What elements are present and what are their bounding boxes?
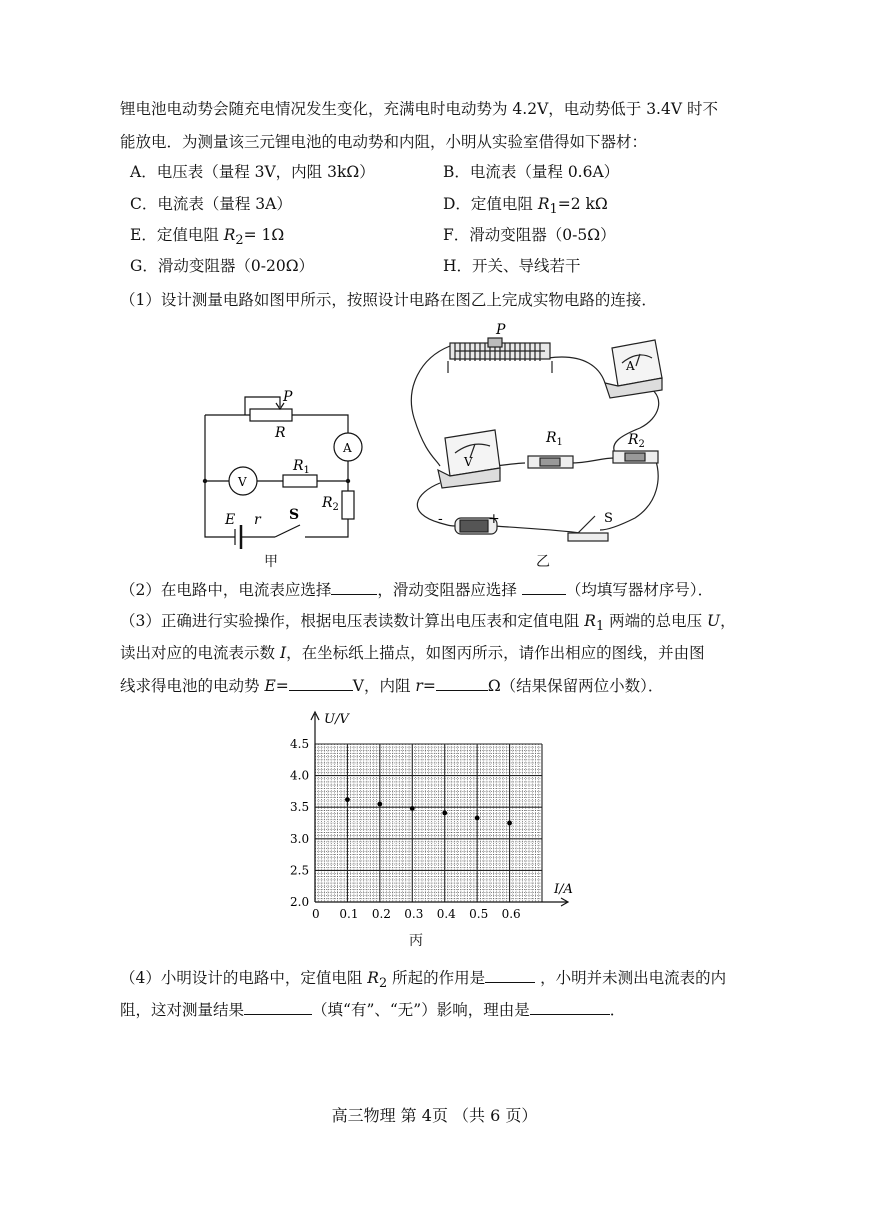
y-axis-label: U/V [324, 712, 349, 727]
option-h: H．开关、导线若干 [443, 257, 581, 275]
y-tick-label: 2.0 [290, 895, 310, 909]
yi-voltmeter-label: V [464, 455, 473, 469]
caption-bing: 丙 [409, 933, 423, 949]
question-4-line-2: 阻，这对测量结果 （填“有”、“无”）影响，理由是 ． [120, 998, 625, 1021]
yi-label-r2: $R_2$ [628, 432, 645, 450]
data-point [442, 810, 447, 815]
blank-ammeter[interactable] [331, 578, 377, 595]
blank-reason[interactable] [530, 998, 610, 1015]
apparatus-figure-yi [400, 318, 670, 568]
circuit-diagram-jia [195, 385, 370, 570]
y-tick-label: 2.5 [290, 863, 310, 878]
x-tick-label: 0.4 [436, 907, 456, 921]
caption-jia: 甲 [264, 554, 278, 570]
x-tick-label: 0.2 [371, 907, 391, 921]
voltmeter-label: V [238, 475, 247, 489]
chart-axes [311, 712, 568, 906]
caption-yi: 乙 [536, 554, 550, 570]
data-point [507, 821, 512, 826]
blank-effect[interactable] [244, 998, 312, 1015]
battery-plus-label: + [488, 511, 500, 527]
label-r: R [275, 425, 286, 441]
option-e: E．定值电阻 $R_2= 1\Omega$ [130, 226, 285, 249]
question-3-line-1: （3）正确进行实验操作，根据电压表读数计算出电压表和定值电阻 $R_1$ 两端的总电压 U， [120, 612, 736, 635]
option-d: D．定值电阻 $R_1=2$ kΩ [443, 195, 608, 218]
intro-line-2: 能放电．为测量该三元锂电池的电动势和内阻，小明从实验室借得如下器材： [120, 133, 648, 151]
data-point [475, 816, 480, 821]
yi-label-r1: $R_1$ [546, 430, 563, 448]
y-tick-label: 3.0 [290, 831, 310, 846]
yi-label-p: P [496, 322, 506, 338]
data-point [377, 802, 382, 807]
question-3-line-3: 线求得电池的电动势 E= V，内阻 r= Ω（结果保留两位小数）． [120, 674, 663, 697]
label-r2: $R_2$ [322, 495, 339, 513]
label-p: P [283, 389, 293, 405]
x-tick-label: 0.1 [339, 907, 359, 921]
option-f: F．滑动变阻器（0-5Ω） [443, 226, 616, 244]
question-3-line-2: 读出对应的电流表示数 I，在坐标纸上描点，如图丙所示，请作出相应的图线，并由图 [120, 644, 705, 662]
intro-line-1: 锂电池电动势会随充电情况发生变化，充满电时电动势为 4.2V，电动势低于 3.4V 时不 [120, 100, 718, 118]
page-footer: 高三物理 第 4页 （共 6 页） [331, 1106, 538, 1125]
yi-ammeter-label: A [626, 359, 635, 373]
yi-switch-label: S [604, 511, 613, 526]
x-axis-label: I/A [554, 882, 573, 897]
blank-internal-resistance[interactable] [436, 674, 488, 691]
option-g: G．滑动变阻器（0-20Ω） [130, 257, 315, 275]
blank-r2-role[interactable] [485, 966, 535, 983]
x-tick-label: 0.6 [501, 907, 521, 921]
question-2: （2）在电路中，电流表应选择 ，滑动变阻器应选择 （均填写器材序号）． [120, 578, 713, 601]
y-tick-label: 4.0 [290, 768, 310, 783]
x-tick-label: 0 [312, 907, 320, 921]
blank-rheostat[interactable] [522, 578, 566, 595]
option-b: B．电流表（量程 0.6A） [443, 163, 620, 181]
x-tick-label: 0.5 [469, 907, 489, 921]
y-tick-label: 3.5 [290, 800, 310, 815]
option-a: A．电压表（量程 3V，内阻 3kΩ） [130, 163, 375, 181]
blank-emf[interactable] [289, 674, 353, 691]
data-point [410, 806, 415, 811]
option-c: C．电流表（量程 3A） [130, 195, 292, 213]
battery-minus-label: - [438, 511, 443, 527]
u-i-chart [280, 706, 580, 931]
data-point [345, 797, 350, 802]
label-r-internal: r [254, 512, 261, 528]
label-r1: $R_1$ [293, 458, 310, 476]
question-1: （1）设计测量电路如图甲所示，按照设计电路在图乙上完成实物电路的连接． [120, 291, 657, 309]
y-tick-label: 4.5 [290, 737, 310, 751]
question-4-line-1: （4）小明设计的电路中，定值电阻 $R_2$ 所起的作用是 ，小明并未测出电流表的内 [120, 966, 726, 995]
x-tick-label: 0.3 [404, 907, 424, 921]
label-s: S [289, 507, 300, 523]
label-e: E [225, 512, 236, 528]
ammeter-label: A [343, 441, 352, 455]
